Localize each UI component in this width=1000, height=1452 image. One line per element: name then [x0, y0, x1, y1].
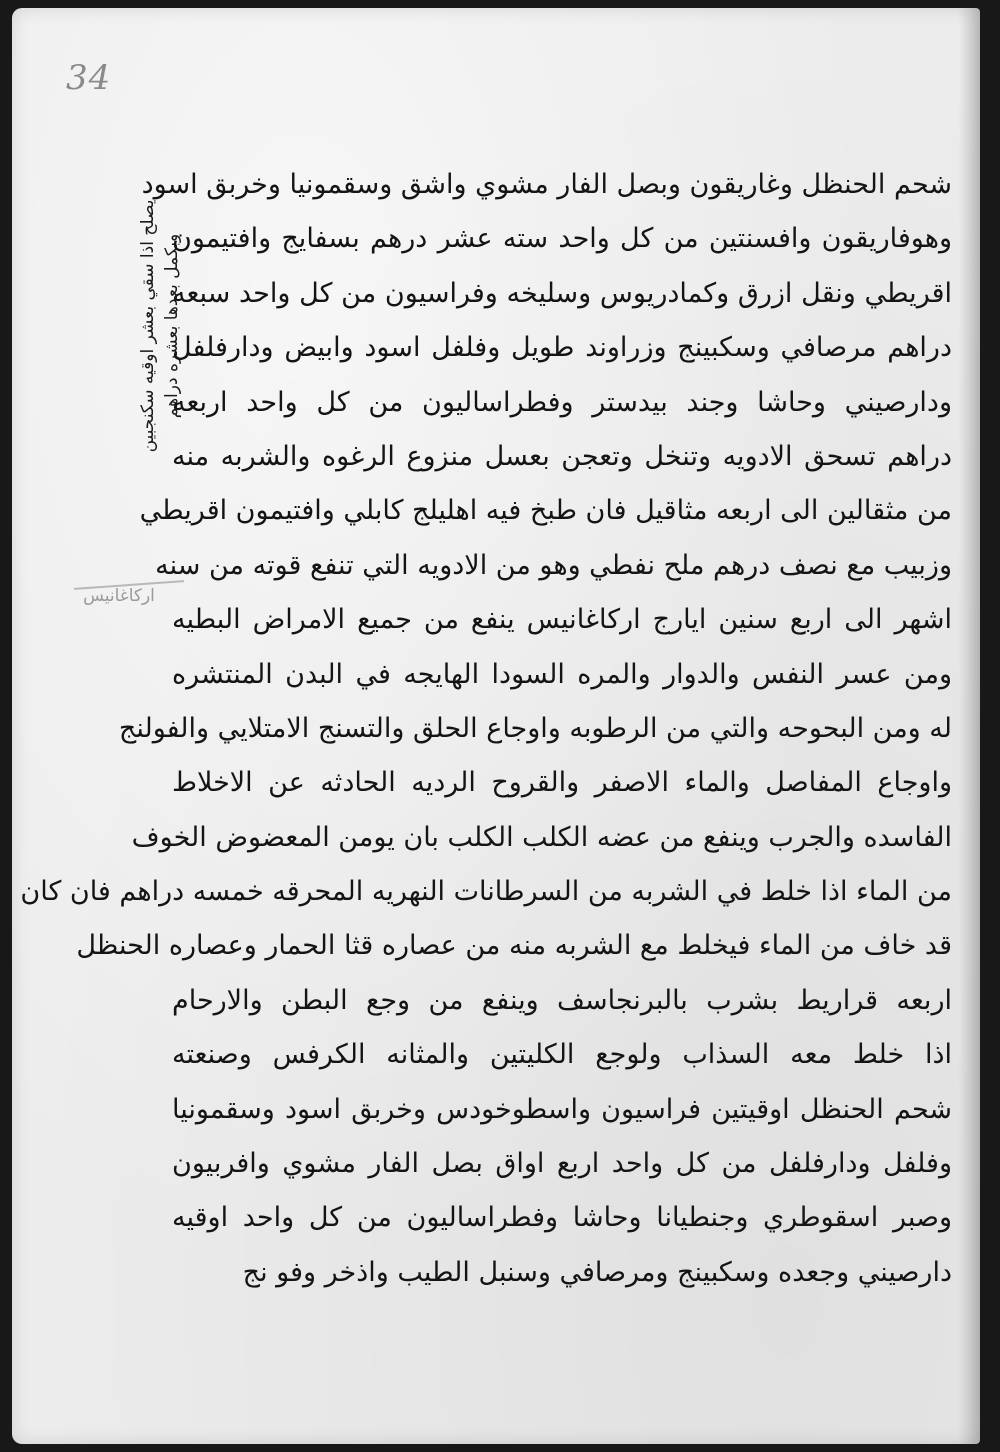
page-edge-shadow [958, 8, 980, 1444]
text-line: من مثقالين الى اربعه مثاقيل فان طبخ فيه اهليلج كابلي وافتيمون اقريطي [139, 495, 952, 527]
text-line: له ومن البحوحه والتي من الرطوبه واوجاع الحلق والتسنج الامتلايي والفولنج [118, 712, 952, 744]
text-line: وزبيب مع نصف درهم ملح نفطي وهو من الادويه التي تنفع قوته من سنه [155, 549, 952, 581]
text-line: قد خاف من الماء فيخلط مع الشربه منه من عصاره قثا الحمار وعصاره الحنظل [76, 930, 952, 962]
text-line: وصبر اسقوطري وجنطيانا وحاشا وفطراساليون من كل واحد اوقيه [172, 1202, 952, 1234]
margin-note-line: وبكمل بعدها بعشره دراهم [162, 233, 182, 419]
faint-margin-note: اركاغانيس [83, 586, 155, 606]
text-line: اربعه قراريط بشرب بالبرنجاسف وينفع من وجع البطن والارحام [172, 984, 952, 1016]
text-line: واوجاع المفاصل والماء الاصفر والقروح الرديه الحادثه عن الاخلاط [172, 767, 952, 799]
text-line: اشهر الى اربع سنين ايارج اركاغانيس ينفع من جميع الامراض البطيه [172, 604, 952, 636]
text-line: دراهم تسحق الادويه وتنخل وتعجن بعسل منزوع الرغوه والشربه منه [172, 440, 952, 472]
text-line: اذا خلط معه السذاب ولوجع الكليتين والمثانه الكرفس وصنعته [172, 1039, 952, 1071]
text-line: شحم الحنظل اوقيتين فراسيون واسطوخودس وخربق اسود وسقمونيا [172, 1093, 952, 1125]
text-line: الفاسده والجرب وينفع من عضه الكلب الكلب بان يومن المعضوض الخوف [131, 821, 952, 853]
folio-number: 34 [66, 58, 112, 98]
text-line: ودارصيني وحاشا وجند بيدستر وفطراساليون من كل واحد اربعه [172, 386, 952, 418]
text-line: وهوفاريقون وافسنتين من كل واحد سته عشر درهم بسفايج وافتيمون [172, 223, 952, 255]
text-line: اقريطي ونقل ازرق وكمادريوس وسليخه وفراسيون من كل واحد سبعه [172, 277, 952, 309]
text-line: شحم الحنظل وغاريقون وبصل الفار مشوي واشق وسقمونيا وخربق اسود [141, 169, 952, 200]
manuscript-page [12, 8, 980, 1444]
text-line: ومن عسر النفس والدوار والمره السودا الهايجه في البدن المنتشره [172, 658, 952, 690]
text-line: وفلفل ودارفلفل من كل واحد اربع اواق بصل الفار مشوي وافربيون [172, 1148, 952, 1180]
text-line: من الماء اذا خلط في الشربه من السرطانات النهريه المحرقه خمسه دراهم فان كان [20, 876, 952, 908]
margin-note-line: يصلح اذا سقي بعشر اوقيه سكنجبين [138, 199, 158, 453]
text-line: دراهم مرصافي وسكبينج وزراوند طويل وفلفل اسود وابيض ودارفلفل [172, 332, 952, 364]
text-line: دارصيني وجعده وسكبينج ومرصافي وسنبل الطيب واذخر وفو نج [242, 1256, 952, 1288]
